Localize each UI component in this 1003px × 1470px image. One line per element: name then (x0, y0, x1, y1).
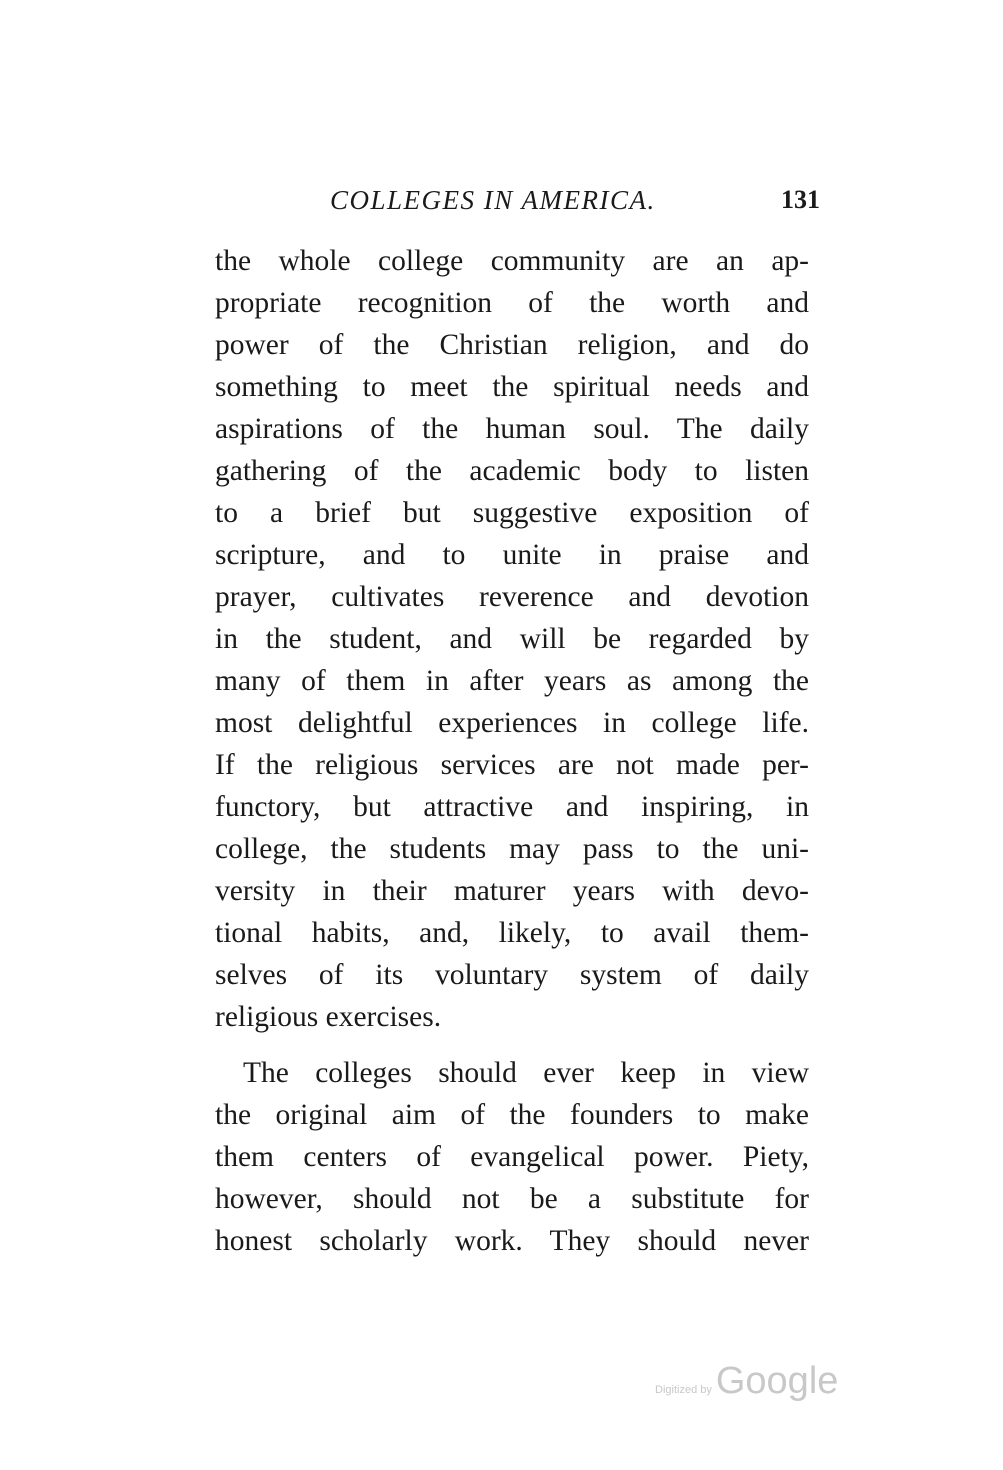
text-line: in the student, and will be regarded by (215, 623, 809, 655)
running-header (330, 185, 820, 225)
watermark-brand: Google (715, 1360, 839, 1402)
paragraph (215, 1052, 809, 1262)
text-line: power of the Christian religion, and do (215, 329, 809, 361)
text-line: gathering of the academic body to listen (215, 455, 809, 487)
text-line: college, the students may pass to the uni- (215, 833, 809, 865)
running-title: COLLEGES IN AMERICA. (330, 185, 656, 215)
watermark-prefix: Digitized by (655, 1384, 712, 1396)
page-body (215, 240, 809, 1262)
paragraph (215, 240, 809, 1038)
text-line: tional habits, and, likely, to avail them- (215, 917, 809, 949)
text-line: the whole college community are an ap- (215, 245, 809, 277)
text-line: them centers of evangelical power. Piety, (215, 1141, 809, 1173)
digitized-by-google-watermark (655, 1360, 838, 1403)
text-line: religious exercises. (215, 1001, 442, 1033)
text-line: scripture, and to unite in praise and (215, 539, 809, 571)
paragraph-gap (215, 1038, 809, 1052)
text-line: aspirations of the human soul. The daily (215, 413, 809, 445)
text-line: many of them in after years as among the (215, 665, 809, 697)
text-line: however, should not be a substitute for (215, 1183, 809, 1215)
page-number: 131 (781, 185, 820, 214)
text-line: most delightful experiences in college life. (215, 707, 809, 739)
text-line: something to meet the spiritual needs and (215, 371, 809, 403)
text-line: the original aim of the founders to make (215, 1099, 809, 1131)
text-line: propriate recognition of the worth and (215, 287, 809, 319)
text-line: selves of its voluntary system of daily (215, 959, 809, 991)
text-line: functory, but attractive and inspiring, in (215, 791, 809, 823)
text-line: prayer, cultivates reverence and devotion (215, 581, 809, 613)
text-line: to a brief but suggestive exposition of (215, 497, 809, 529)
text-line: versity in their maturer years with devo- (215, 875, 809, 907)
text-line: The colleges should ever keep in view (243, 1057, 809, 1089)
text-line: honest scholarly work. They should never (215, 1225, 809, 1257)
text-line: If the religious services are not made per- (215, 749, 809, 781)
